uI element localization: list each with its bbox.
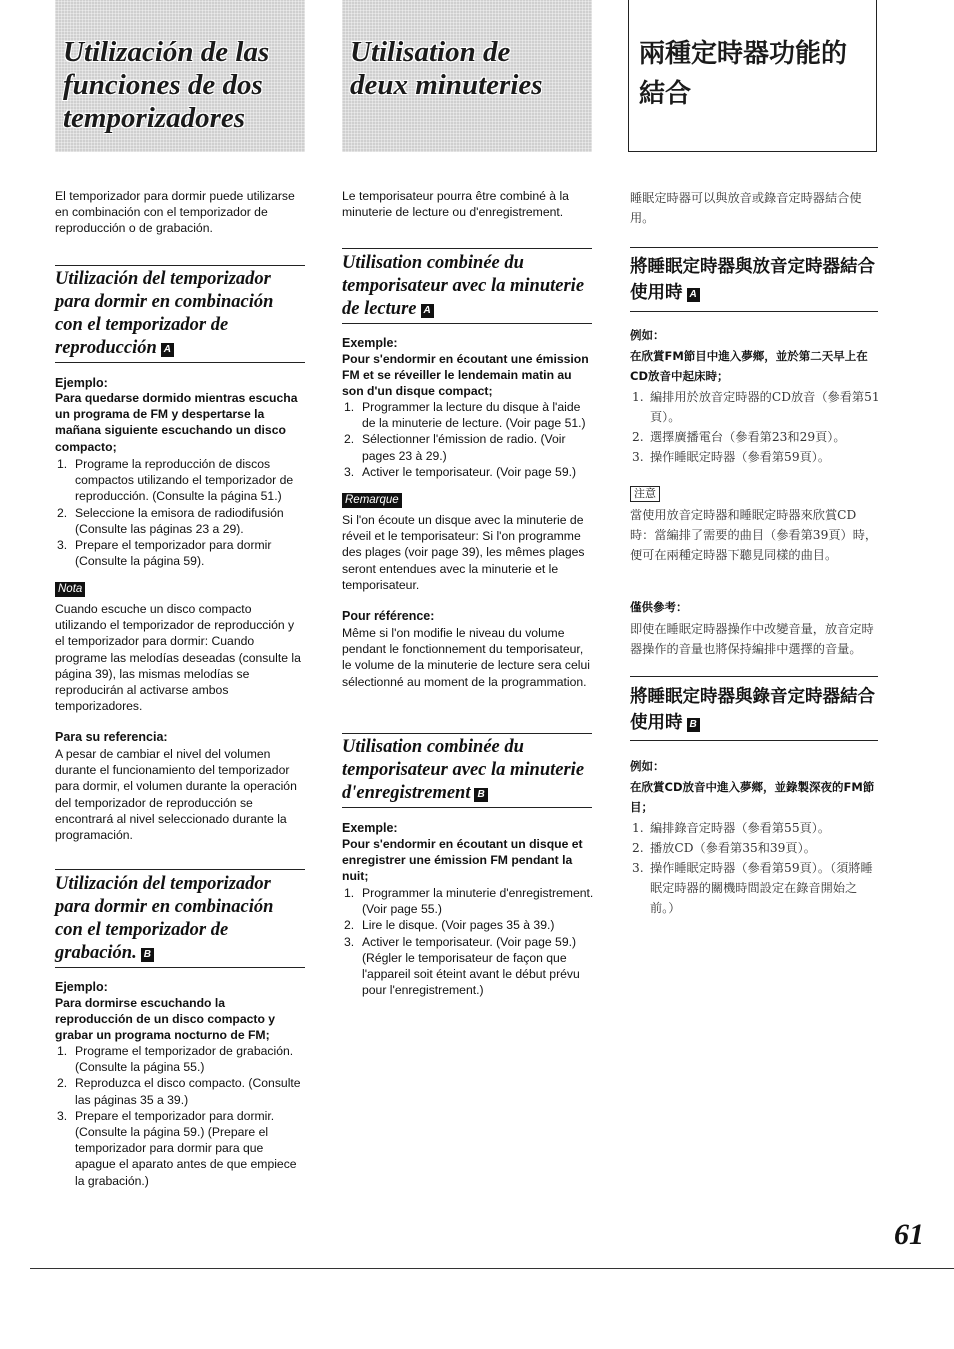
ref-label-es: Para su referencia: — [55, 730, 168, 744]
divider — [342, 248, 592, 249]
list-item: 1. 編排用於放音定時器的CD放音（參看第51頁）。 — [632, 390, 880, 424]
list-item: 1. 編排錄音定時器（參看第55頁）。 — [632, 821, 831, 835]
steps-a-es — [55, 456, 305, 569]
note-text-fr: Si l'on écoute un disque avec la minuterie de réveil et le temporisateur: Si l'on programme des plages (voir page 39), les mêmes plages seront entendues avec la minuterie et le temporisateur. — [342, 513, 585, 592]
section-a-heading-es: Utilización del temporizador para dormir en combinación con el temporizador de reproducción A — [55, 269, 274, 358]
list-item: 2. Reproduzca el disco compacto. (Consulte las páginas 35 a 39.) — [57, 1076, 301, 1107]
footer-divider — [30, 1268, 954, 1269]
note-text-zh: 當使用放音定時器和睡眠定時器來欣賞CD時：當編排了需要的曲目（參看第39頁）時，便可在兩種定時器下聽見同樣的曲目。 — [630, 508, 878, 562]
section-a-heading-fr: Utilisation combinée du temporisateur avec la minuterie de lecture A — [342, 253, 585, 319]
example-text-zh: 在欣賞FM節目中進入夢鄉，並於第二天早上在CD放音中起床時； — [630, 349, 868, 383]
list-item: 3. Prepare el temporizador para dormir. (Consulte la página 59.) (Prepare el temporizador para dormir para que apague el aparato antes de que empiece la grabación.) — [57, 1108, 297, 1188]
intro-zh: 睡眠定時器可以與放音或錄音定時器結合使用。 — [630, 191, 862, 225]
steps-a-fr — [342, 399, 594, 480]
badge-b: B — [141, 948, 154, 962]
steps-a-zh — [630, 387, 880, 467]
list-item: 1. Programe el temporizador de grabación. (Consulte la página 55.) — [57, 1044, 294, 1075]
title-line: 兩種定時器功能的 — [639, 39, 848, 69]
divider — [55, 362, 305, 363]
divider — [55, 265, 305, 266]
divider — [630, 676, 878, 677]
note-label-fr: Remarque — [342, 493, 402, 508]
steps-b-es — [55, 1043, 305, 1189]
list-item: 2. Sélectionner l'émission de radio. (Voir pages 23 à 29.) — [344, 432, 566, 463]
example-label-fr: Exemple: — [342, 336, 398, 350]
list-item: 2. 選擇廣播電台（參看第23和29頁）。 — [632, 430, 846, 444]
page-title-es: Utilización de las funciones de dos temporizadores — [63, 36, 270, 134]
badge-a: A — [687, 288, 700, 302]
list-item: 1. Programmer la lecture du disque à l'aide de la minuterie de lecture. (Voir page 51.) — [344, 400, 586, 431]
note-label-zh: 注意 — [630, 486, 660, 502]
note-label-es: Nota — [55, 582, 85, 597]
intro-fr: Le temporisateur pourra être combiné à la minuterie de lecture ou d'enregistrement. — [342, 189, 569, 220]
page-title-fr: Utilisation de deux minuteries — [350, 36, 543, 101]
section-b-heading-fr: Utilisation combinée du temporisateur avec la minuterie d'enregistrement B — [342, 737, 585, 803]
ref-text-es: A pesar de cambiar el nivel del volumen durante el funcionamiento del temporizador para dormir, el volumen durante la operación del temporizador de reproducción se encontrará al nivel seleccionado durante la programación. — [55, 747, 297, 843]
divider — [630, 247, 878, 248]
divider — [55, 869, 305, 870]
example-text-fr: Pour s'endormir en écoutant une émission FM et se réveiller le lendemain matin au son d'un disque compact; — [342, 352, 589, 399]
ref-text-zh: 即使在睡眠定時器操作中改變音量，放音定時器操作的音量也將保持編排中選擇的音量。 — [630, 622, 874, 656]
intro-es: El temporizador para dormir puede utilizarse en combinación con el temporizador de reproducción o de grabación. — [55, 189, 295, 236]
list-item: 2. 播放CD（參看第35和39頁）。 — [632, 841, 816, 855]
title-panel-fr — [342, 0, 592, 152]
list-item: 1. Programe la reproducción de discos compactos utilizando el temporizador de reproducción. (Consulte la página 51.) — [57, 457, 294, 504]
divider — [342, 733, 592, 734]
ref-label-fr: Pour référence: — [342, 609, 435, 623]
section-b-heading-es: Utilización del temporizador para dormir en combinación con el temporizador de grabación. B — [55, 874, 274, 963]
title-panel-zh — [628, 0, 877, 152]
divider — [630, 311, 878, 312]
example-label-fr-b: Exemple: — [342, 821, 398, 835]
list-item: 2. Lire le disque. (Voir pages 35 à 39.) — [344, 918, 555, 933]
divider — [55, 967, 305, 968]
example-text-es-b: Para dormirse escuchando la reproducción de un disco compacto y grabar un programa nocturno de FM; — [55, 996, 276, 1043]
badge-a: A — [421, 304, 434, 318]
section-b-heading-zh: 將睡眠定時器與錄音定時器結合使用時 B — [630, 687, 875, 733]
divider — [630, 740, 878, 741]
note-text-es: Cuando escuche un disco compacto utilizando el temporizador de reproducción y el temporizador para dormir: Cuando programe las melodías deseadas (consulte la página 39), las mismas melodías se reproducirán al activarse ambos temporizadores. — [55, 602, 301, 714]
list-item: 3. Activer le temporisateur. (Voir page 59.) — [344, 464, 577, 479]
example-label-zh: 例如： — [630, 330, 665, 342]
list-item: 3. 操作睡眠定時器（參看第59頁）。（須將睡眠定時器的關機時間設定在錄音開始之前。） — [632, 861, 873, 915]
title-panel-es — [55, 0, 305, 152]
list-item: 3. Prepare el temporizador para dormir (Consulte la página 59). — [57, 538, 272, 569]
example-text-fr-b: Pour s'endormir en écoutant un disque et enregistrer une émission FM pendant la nuit; — [342, 837, 583, 884]
example-label-zh-b: 例如： — [630, 761, 665, 773]
badge-a: A — [161, 343, 174, 357]
list-item: 3. 操作睡眠定時器（參看第59頁）。 — [632, 450, 831, 464]
badge-b: B — [474, 788, 487, 802]
ref-label-zh: 僅供參考： — [630, 602, 688, 614]
example-text-es: Para quedarse dormido mientras escucha un programa de FM y despertarse la mañana siguiente escuchando un disco compacto; — [55, 391, 298, 454]
list-item: 3. Activer le temporisateur. (Voir page 59.) (Régler le temporisateur de façon que l'appareil soit éteint avant le début prévu pour l'enregistrement.) — [344, 934, 580, 998]
badge-b: B — [687, 718, 700, 732]
section-a-heading-zh: 將睡眠定時器與放音定時器結合使用時 A — [630, 257, 875, 303]
title-line: 結合 — [639, 79, 692, 109]
divider — [342, 323, 592, 324]
steps-b-fr — [342, 885, 594, 998]
steps-b-zh — [630, 818, 880, 918]
list-item: 2. Seleccione la emisora de radiodifusión (Consulte las páginas 23 a 29). — [57, 505, 284, 536]
page-number: 61 — [894, 1218, 924, 1251]
example-label-es-b: Ejemplo: — [55, 980, 108, 994]
page-title-zh — [639, 34, 847, 114]
example-label-es: Ejemplo: — [55, 376, 108, 390]
list-item: 1. Programmer la minuterie d'enregistrement. (Voir page 55.) — [344, 886, 594, 917]
divider — [342, 807, 592, 808]
ref-text-fr: Même si l'on modifie le niveau du volume pendant le fonctionnement du temporisateur, le volume de la minuterie de lecture sera celui sélectionné au moment de la programmation. — [342, 626, 590, 689]
example-text-zh-b: 在欣賞CD放音中進入夢鄉，並錄製深夜的FM節目； — [630, 780, 875, 814]
